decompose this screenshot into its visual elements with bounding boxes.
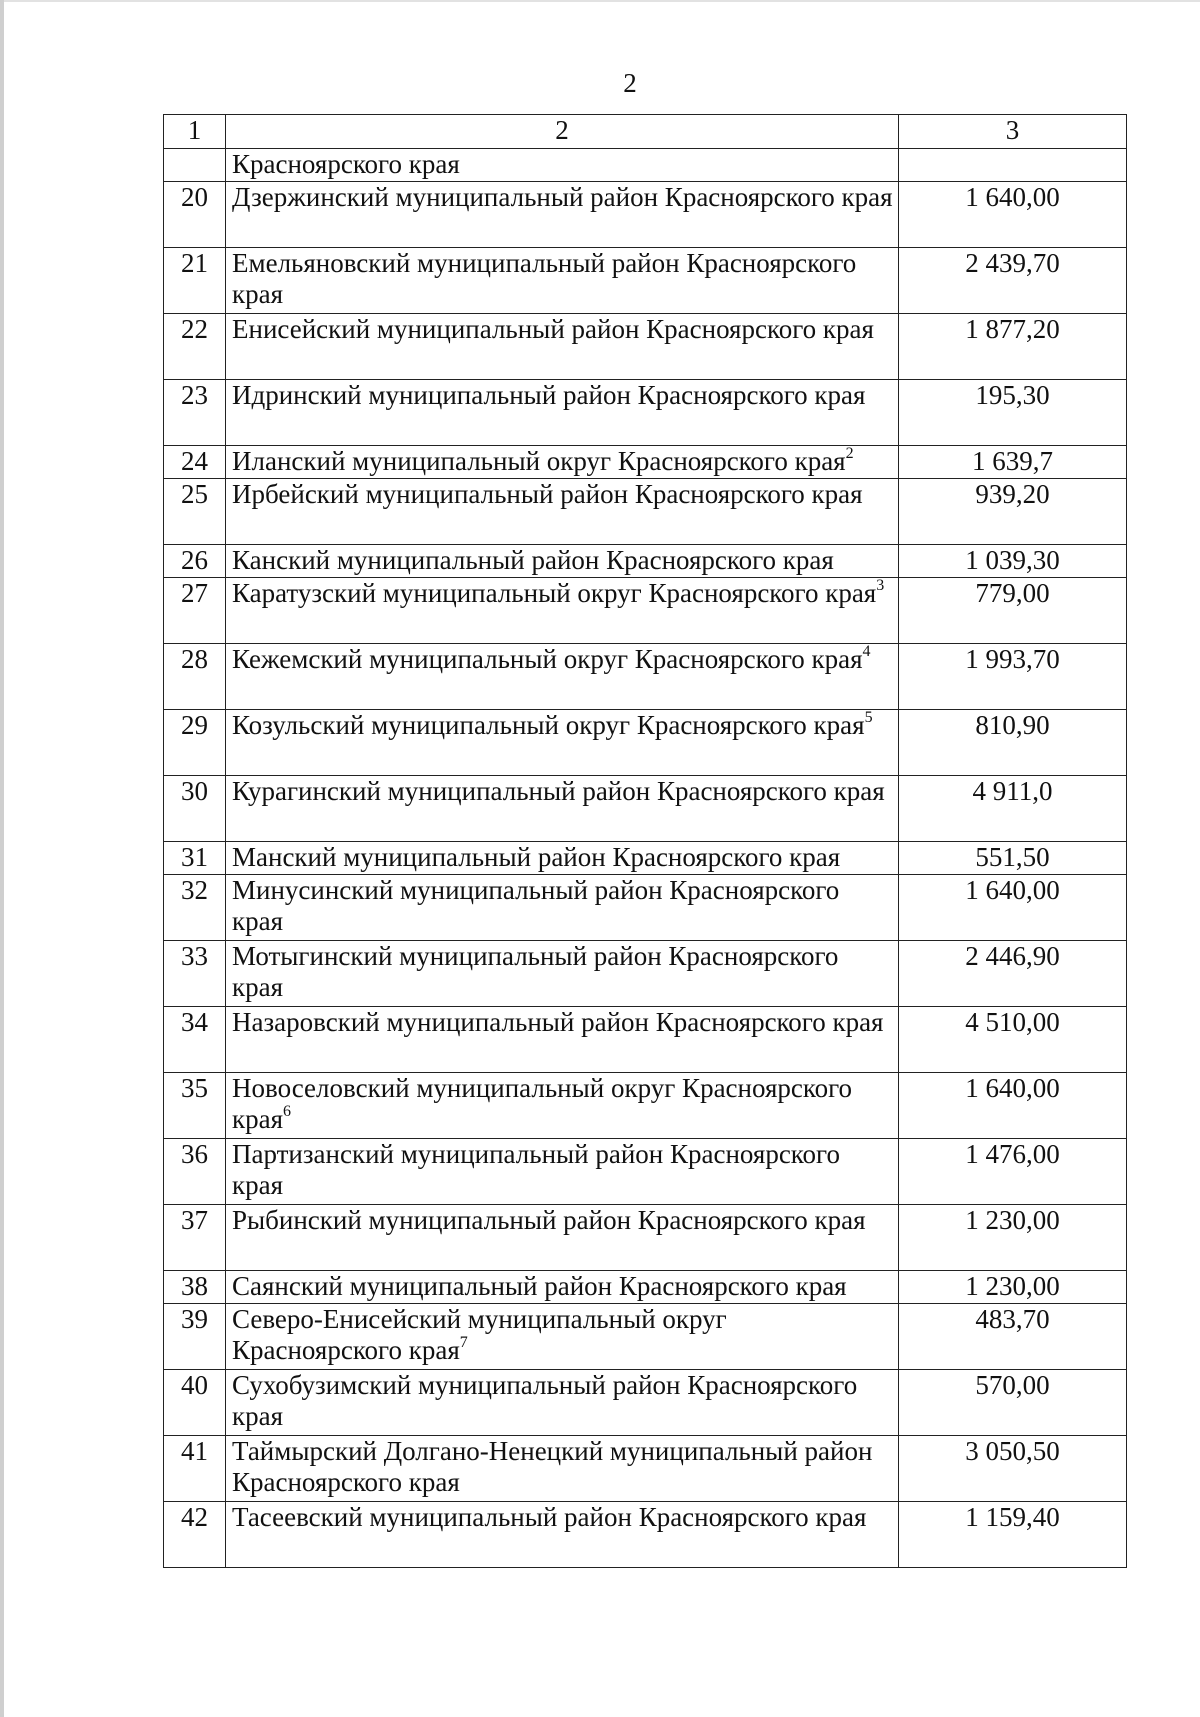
table-row	[164, 182, 1127, 248]
footnote-marker: 4	[862, 643, 871, 660]
amount-value: 1 639,7	[899, 446, 1127, 479]
municipality-name-cell	[226, 1502, 899, 1568]
municipality-name-cell	[226, 1370, 899, 1436]
amount-value: 779,00	[899, 578, 1127, 644]
municipality-name-cell	[226, 1205, 899, 1271]
municipality-name: Назаровский муниципальный район Красноярского края	[232, 1007, 884, 1037]
table-row	[164, 446, 1127, 479]
amount-value: 1 993,70	[899, 644, 1127, 710]
municipality-name: Иланский муниципальный округ Красноярского края	[232, 446, 846, 476]
row-number: 30	[164, 776, 226, 842]
table-row	[164, 842, 1127, 875]
municipality-name: Идринский муниципальный район Красноярского края	[232, 380, 866, 410]
municipality-name-cell	[226, 710, 899, 776]
table-row	[164, 1271, 1127, 1304]
row-number: 37	[164, 1205, 226, 1271]
municipality-name: Манский муниципальный район Красноярского края	[232, 842, 841, 872]
row-number: 22	[164, 314, 226, 380]
municipality-name-cell	[226, 578, 899, 644]
amount-value: 570,00	[899, 1370, 1127, 1436]
header-col-3: 3	[899, 115, 1127, 149]
municipality-name: Канский муниципальный район Красноярского края	[232, 545, 834, 575]
table-header-row	[164, 115, 1127, 149]
table-row	[164, 1502, 1127, 1568]
row-number: 32	[164, 875, 226, 941]
table-row	[164, 314, 1127, 380]
table-row	[164, 776, 1127, 842]
municipality-name: Таймырский Долгано-Ненецкий муниципальный район Красноярского края	[232, 1436, 873, 1497]
amount-value	[899, 149, 1127, 182]
municipality-name-cell	[226, 314, 899, 380]
row-number: 28	[164, 644, 226, 710]
footnote-marker: 3	[876, 577, 885, 594]
amount-value: 810,90	[899, 710, 1127, 776]
amount-value: 1 640,00	[899, 182, 1127, 248]
municipality-name-cell	[226, 149, 899, 182]
footnote-marker: 6	[283, 1103, 292, 1120]
table-row	[164, 1073, 1127, 1139]
municipality-name: Енисейский муниципальный район Красноярского края	[232, 314, 874, 344]
amount-value: 1 230,00	[899, 1205, 1127, 1271]
municipality-name-cell	[226, 1007, 899, 1073]
scan-top-edge	[0, 0, 1200, 2]
table-row	[164, 479, 1127, 545]
row-number: 20	[164, 182, 226, 248]
municipality-name: Емельяновский муниципальный район Красноярского края	[232, 248, 857, 309]
row-number: 25	[164, 479, 226, 545]
municipality-name-cell	[226, 446, 899, 479]
row-number: 40	[164, 1370, 226, 1436]
table-row	[164, 1139, 1127, 1205]
table-row	[164, 1007, 1127, 1073]
amount-value: 1 877,20	[899, 314, 1127, 380]
row-number: 33	[164, 941, 226, 1007]
municipality-name: Мотыгинский муниципальный район Красноярского края	[232, 941, 839, 1002]
row-number: 27	[164, 578, 226, 644]
amount-value: 1 476,00	[899, 1139, 1127, 1205]
municipality-name: Каратузский муниципальный округ Красноярского края	[232, 578, 877, 608]
amount-value: 483,70	[899, 1304, 1127, 1370]
municipality-name: Козульский муниципальный округ Красноярского края	[232, 710, 865, 740]
row-number: 24	[164, 446, 226, 479]
municipality-name-cell	[226, 1073, 899, 1139]
table-row	[164, 578, 1127, 644]
municipality-name: Курагинский муниципальный район Красноярского края	[232, 776, 885, 806]
municipality-name-cell	[226, 875, 899, 941]
municipality-name-cell	[226, 776, 899, 842]
table-row	[164, 248, 1127, 314]
table-row	[164, 1436, 1127, 1502]
municipality-name: Партизанский муниципальный район Красноярского края	[232, 1139, 840, 1200]
municipality-name: Северо-Енисейский муниципальный округ Красноярского края	[232, 1304, 727, 1365]
municipality-name-cell	[226, 479, 899, 545]
municipality-name-cell	[226, 545, 899, 578]
municipality-name-cell	[226, 1304, 899, 1370]
table-body	[164, 115, 1127, 1568]
municipality-name-cell	[226, 248, 899, 314]
row-number	[164, 149, 226, 182]
row-number: 26	[164, 545, 226, 578]
table-row	[164, 941, 1127, 1007]
municipality-name-cell	[226, 842, 899, 875]
municipality-name: Минусинский муниципальный район Красноярского края	[232, 875, 840, 936]
amount-value: 1 159,40	[899, 1502, 1127, 1568]
header-col-2: 2	[226, 115, 899, 149]
municipality-name: Новоселовский муниципальный округ Красноярского края	[232, 1073, 853, 1134]
municipality-name-cell	[226, 1271, 899, 1304]
amount-value: 2 439,70	[899, 248, 1127, 314]
municipality-name-cell	[226, 644, 899, 710]
footnote-marker: 5	[864, 709, 873, 726]
header-col-1: 1	[164, 115, 226, 149]
amount-value: 4 911,0	[899, 776, 1127, 842]
table-row	[164, 380, 1127, 446]
amount-value: 1 039,30	[899, 545, 1127, 578]
municipality-name-cell	[226, 182, 899, 248]
row-number: 23	[164, 380, 226, 446]
row-number: 29	[164, 710, 226, 776]
table-row	[164, 710, 1127, 776]
row-number: 42	[164, 1502, 226, 1568]
row-number: 34	[164, 1007, 226, 1073]
municipality-name: Ирбейский муниципальный район Красноярского края	[232, 479, 863, 509]
row-number: 39	[164, 1304, 226, 1370]
row-number: 38	[164, 1271, 226, 1304]
municipality-name: Саянский муниципальный район Красноярского края	[232, 1271, 847, 1301]
table-row	[164, 149, 1127, 182]
footnote-marker: 2	[845, 445, 854, 462]
scan-left-edge	[0, 0, 4, 1717]
row-number: 41	[164, 1436, 226, 1502]
amount-value: 1 640,00	[899, 1073, 1127, 1139]
amount-value: 1 640,00	[899, 875, 1127, 941]
amount-value: 3 050,50	[899, 1436, 1127, 1502]
amount-value: 4 510,00	[899, 1007, 1127, 1073]
table-row	[164, 1205, 1127, 1271]
amount-value: 195,30	[899, 380, 1127, 446]
row-number: 21	[164, 248, 226, 314]
municipality-name: Рыбинский муниципальный район Красноярского края	[232, 1205, 866, 1235]
amount-value: 551,50	[899, 842, 1127, 875]
municipality-name: Сухобузимский муниципальный район Красноярского края	[232, 1370, 858, 1431]
table-row	[164, 1304, 1127, 1370]
table-row	[164, 545, 1127, 578]
municipality-name: Дзержинский муниципальный район Красноярского края	[232, 182, 893, 212]
municipality-name-cell	[226, 941, 899, 1007]
budget-distribution-table	[163, 114, 1127, 1568]
page-number: 2	[623, 68, 637, 98]
amount-value: 1 230,00	[899, 1271, 1127, 1304]
amount-value: 939,20	[899, 479, 1127, 545]
row-number: 31	[164, 842, 226, 875]
municipality-name: Красноярского края	[232, 149, 460, 179]
municipality-name-cell	[226, 380, 899, 446]
table-row	[164, 644, 1127, 710]
municipality-name: Кежемский муниципальный округ Красноярского края	[232, 644, 863, 674]
municipality-name: Тасеевский муниципальный район Красноярского края	[232, 1502, 867, 1532]
table-row	[164, 1370, 1127, 1436]
municipality-name-cell	[226, 1436, 899, 1502]
table-row	[164, 875, 1127, 941]
footnote-marker: 7	[459, 1334, 468, 1351]
row-number: 35	[164, 1073, 226, 1139]
amount-value: 2 446,90	[899, 941, 1127, 1007]
row-number: 36	[164, 1139, 226, 1205]
municipality-name-cell	[226, 1139, 899, 1205]
